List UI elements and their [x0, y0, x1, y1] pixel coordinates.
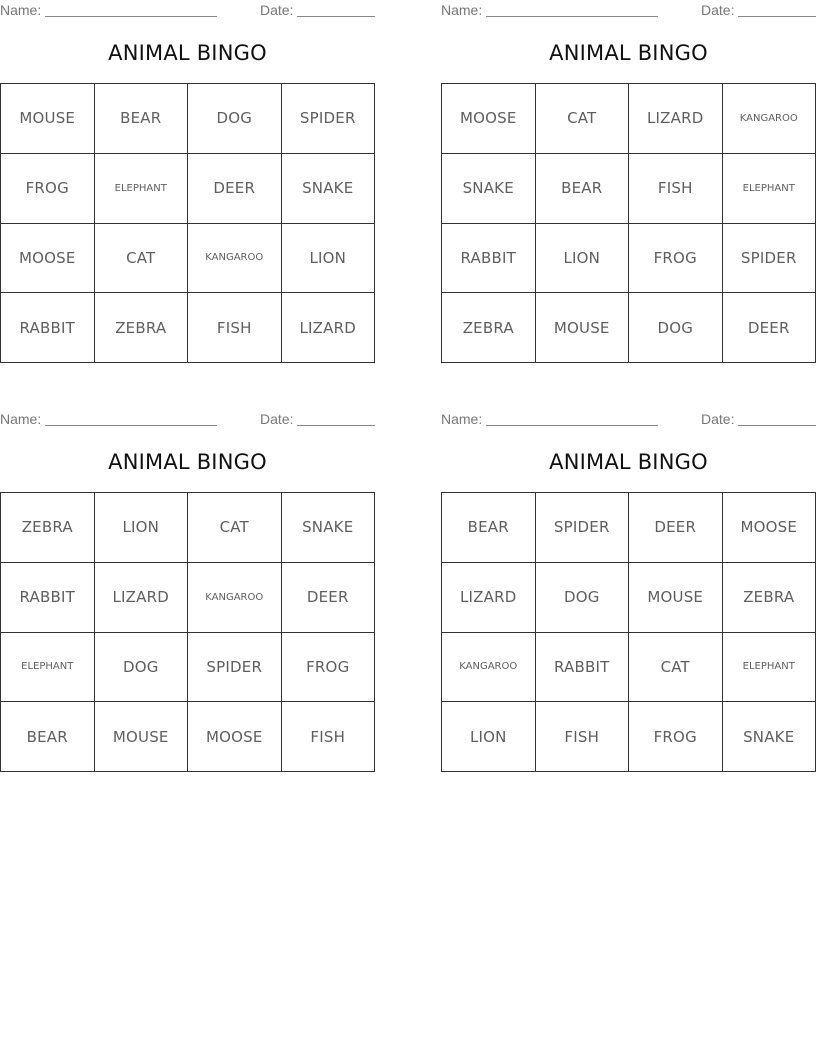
bingo-cell: CAT — [95, 224, 189, 294]
bingo-cell: MOOSE — [1, 224, 95, 294]
bingo-cell: LION — [442, 702, 536, 772]
bingo-cell: LION — [95, 493, 189, 563]
bingo-cell: RABBIT — [442, 224, 536, 294]
bingo-cell: FROG — [1, 154, 95, 224]
header-line — [0, 411, 375, 429]
bingo-cell: ZEBRA — [723, 563, 816, 633]
bingo-cell: FISH — [629, 154, 723, 224]
bingo-card-3 — [0, 409, 375, 769]
header-line — [441, 411, 816, 429]
bingo-cell: DOG — [95, 633, 189, 703]
bingo-cell: CAT — [629, 633, 723, 703]
name-label: Name: — [441, 411, 483, 427]
name-blank-line — [45, 16, 217, 17]
bingo-grid — [0, 492, 375, 772]
card-title: ANIMAL BINGO — [549, 450, 708, 474]
bingo-cell: FROG — [629, 224, 723, 294]
bingo-cell: SNAKE — [282, 493, 376, 563]
bingo-cell: DEER — [282, 563, 376, 633]
bingo-cell: DEER — [723, 293, 816, 363]
bingo-cell: MOUSE — [536, 293, 630, 363]
bingo-cell: SNAKE — [282, 154, 376, 224]
bingo-cell: MOOSE — [442, 84, 536, 154]
bingo-cell: RABBIT — [1, 293, 95, 363]
bingo-cell: SPIDER — [536, 493, 630, 563]
bingo-cell: ELEPHANT — [95, 154, 189, 224]
bingo-cell: ELEPHANT — [723, 633, 816, 703]
bingo-cell: FROG — [282, 633, 376, 703]
bingo-cell: RABBIT — [536, 633, 630, 703]
bingo-cell: BEAR — [442, 493, 536, 563]
bingo-card-4 — [441, 409, 816, 769]
bingo-cell: KANGAROO — [188, 563, 282, 633]
name-label: Name: — [0, 411, 42, 427]
bingo-cell: MOUSE — [95, 702, 189, 772]
name-blank-line — [45, 425, 217, 426]
card-title: ANIMAL BINGO — [108, 450, 267, 474]
name-blank-line — [486, 425, 658, 426]
bingo-cell: MOOSE — [723, 493, 816, 563]
date-blank-line — [738, 16, 816, 17]
bingo-cell: ZEBRA — [442, 293, 536, 363]
bingo-cell: BEAR — [536, 154, 630, 224]
bingo-cell: FISH — [536, 702, 630, 772]
bingo-grid — [0, 83, 375, 363]
bingo-cell: ELEPHANT — [1, 633, 95, 703]
bingo-cell: CAT — [188, 493, 282, 563]
header-line — [441, 2, 816, 20]
bingo-cell: ELEPHANT — [723, 154, 816, 224]
date-blank-line — [297, 425, 375, 426]
bingo-cell: DOG — [188, 84, 282, 154]
bingo-cell: FISH — [282, 702, 376, 772]
bingo-cell: LIZARD — [442, 563, 536, 633]
bingo-cell: MOUSE — [629, 563, 723, 633]
date-label: Date: — [260, 2, 294, 18]
bingo-card-1 — [0, 0, 375, 360]
date-label: Date: — [260, 411, 294, 427]
name-blank-line — [486, 16, 658, 17]
bingo-grid — [441, 83, 816, 363]
date-blank-line — [738, 425, 816, 426]
bingo-cell: SPIDER — [723, 224, 816, 294]
bingo-cell: SPIDER — [188, 633, 282, 703]
bingo-cell: DEER — [188, 154, 282, 224]
name-label: Name: — [0, 2, 42, 18]
card-title: ANIMAL BINGO — [549, 41, 708, 65]
bingo-cell: ZEBRA — [95, 293, 189, 363]
bingo-cell: DEER — [629, 493, 723, 563]
bingo-cell: SNAKE — [442, 154, 536, 224]
bingo-cell: LION — [536, 224, 630, 294]
bingo-cell: RABBIT — [1, 563, 95, 633]
date-label: Date: — [701, 2, 735, 18]
bingo-cell: FISH — [188, 293, 282, 363]
header-line — [0, 2, 375, 20]
bingo-cell: LIZARD — [282, 293, 376, 363]
bingo-cell: LION — [282, 224, 376, 294]
bingo-cell: DOG — [536, 563, 630, 633]
bingo-cell: FROG — [629, 702, 723, 772]
bingo-cell: SPIDER — [282, 84, 376, 154]
bingo-grid — [441, 492, 816, 772]
bingo-cell: CAT — [536, 84, 630, 154]
name-label: Name: — [441, 2, 483, 18]
card-title: ANIMAL BINGO — [108, 41, 267, 65]
bingo-cell: BEAR — [1, 702, 95, 772]
date-blank-line — [297, 16, 375, 17]
bingo-cell: KANGAROO — [188, 224, 282, 294]
bingo-card-2 — [441, 0, 816, 360]
bingo-cell: SNAKE — [723, 702, 816, 772]
bingo-cell: MOOSE — [188, 702, 282, 772]
bingo-cell: MOUSE — [1, 84, 95, 154]
bingo-cell: BEAR — [95, 84, 189, 154]
bingo-cell: LIZARD — [629, 84, 723, 154]
bingo-cell: LIZARD — [95, 563, 189, 633]
bingo-cell: DOG — [629, 293, 723, 363]
bingo-cell: KANGAROO — [723, 84, 816, 154]
bingo-cell: KANGAROO — [442, 633, 536, 703]
date-label: Date: — [701, 411, 735, 427]
bingo-cell: ZEBRA — [1, 493, 95, 563]
